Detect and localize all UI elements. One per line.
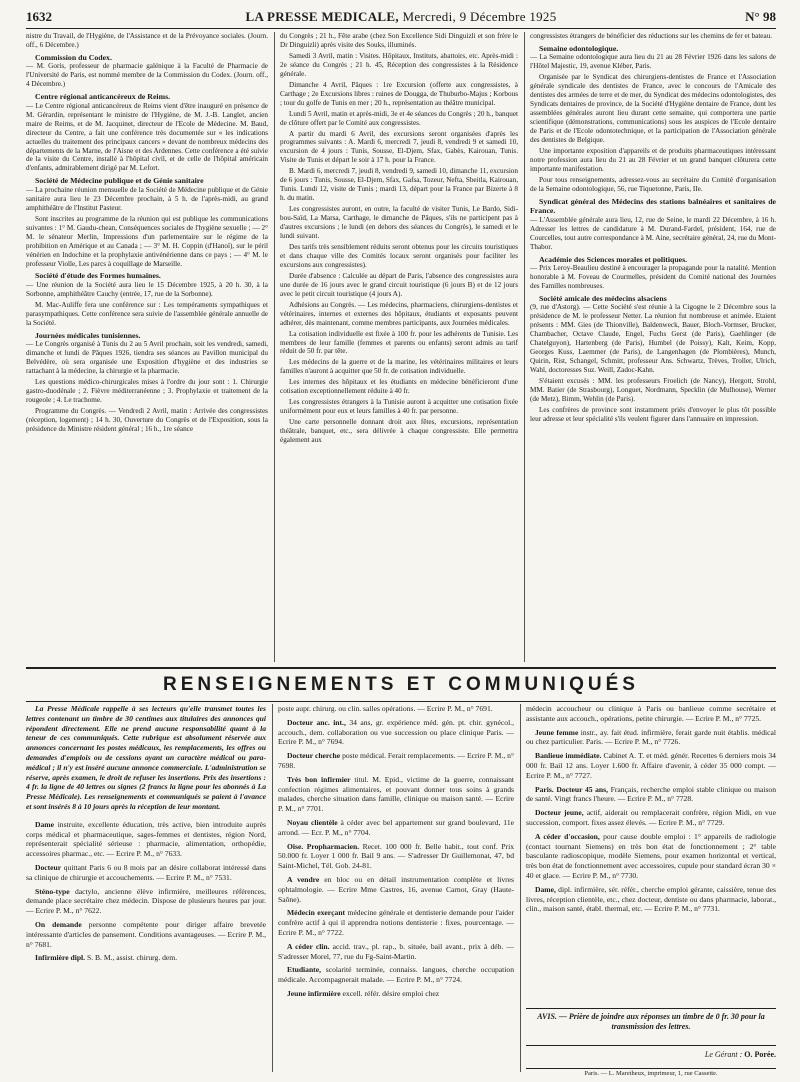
article-paragraph: Organisée par le Syndicat des chirurgiens-dentistes de France et l'Association générale syndicale des dentistes de France, avec le concours de l'Amicale des dentistes des armées de terre et de mer, du Syndicat des médecins odontologistes, des Syndicats dentaires de province, de la Société d'Hygiène dentaire de France, dont les assemblées générales auront lieu durant cette semaine, qui comportera une partie scientifique (démonstrations, communications) sous les auspices de l'Ecole dentaire de Paris et de l'Ecole odontotechnique, et la participation de l'Association générale des dentistes de Belgique. — [530, 73, 776, 145]
article-paragraph: — Le Congrès organisé à Tunis du 2 au 5 Avril prochain, soit les vendredi, samedi, dimanche et lundi de Pâques 1926, tiendra ses séances au Pavillon municipal du Belvédère, où sera organisée une Exposition d'hygiène et des industries se rattachant à la médecine, la chirurgie et la pharmacie. — [26, 340, 268, 376]
classified-ad-text: instr., ay. fait étud. infirmière, ferait garde nuit établis. médical ou chez particulier. Paris. — Ecrire P. M., n° 7726. — [526, 727, 776, 747]
article-paragraph: — La Semaine odontologique aura lieu du 21 au 28 Février 1926 dans les salons de l'Hôtel Majestic, 19, avenue Kléber, Paris. — [530, 53, 776, 71]
page-number: 1632 — [26, 9, 52, 24]
printer-line: Paris. — L. Maretheux, imprimeur, 1, rue Cassette. — [526, 1068, 776, 1077]
classified-ad-lead: Dame, — [535, 884, 556, 894]
classified-ad — [278, 942, 514, 962]
classified-ad-lead: Noyau clientèle — [287, 817, 338, 827]
classified-ad-text: accid. trav., pl. rap., b. située, bail avant., prix à déb. — S'adresser Morel, 77, rue du Fg-Saint-Martin. — [278, 941, 514, 961]
article-paragraph: — L'Assemblée générale aura lieu, 12, rue de Seine, le mardi 22 Décembre, à 16 h. Adresser les lettres de candidature à M. Durand-Fardel, président, 164, rue de Courcelles, tout autre correspondance à M. Aine, secrétaire général, 24, rue du Mont-Thabor. — [530, 215, 776, 251]
gerant-label: Le Gérant : — [704, 1050, 743, 1059]
classified-ad — [278, 842, 514, 871]
column-rule — [524, 32, 525, 662]
article-paragraph: — Prix Leroy-Beaulieu destiné à encourager la propagande pour la natalité. Mention honorable à M. Foveau de Courmelles, président du Comité national des Journées des Familles nombreuses. — [530, 264, 776, 290]
classified-ad-lead: Oise. Propharmacien. — [287, 841, 360, 851]
article-paragraph: A partir du mardi 6 Avril, des excursions seront organisées d'après les programmes suivants : A. Mardi 6, mercredi 7, jeudi 8, vendredi 9 et samedi 10, excursion de 4 jours : Tunis, Sousse, El-Djem, Sfax, Gabès, Kairouan, Tunis. Visite de Tunis et départ le soir à 17 h. pour la France. — [280, 129, 518, 165]
classified-ad — [526, 704, 776, 724]
news-column-1 — [26, 32, 268, 664]
issue-number: N° 98 — [745, 9, 776, 24]
classified-ad — [278, 704, 514, 714]
article-paragraph: Durée d'absence : Calculée au départ de Paris, l'absence des congressistes aura une durée de 16 jours avec le grand circuit touristique (6 jours B) et de 12 jours avec le petit circuit touristique (4 jours A). — [280, 271, 518, 298]
classified-ad — [278, 718, 514, 747]
issue-date: Mercredi, 9 Décembre 1925 — [402, 9, 557, 24]
classified-ad-text: à céder avec bel appartement sur grand boulevard, 11e arrond. — Ecr. P. M., n° 7704. — [278, 817, 514, 837]
classified-ad-lead: Docteur cherche — [287, 751, 341, 761]
article-paragraph: M. Mac-Auliffe fera une conférence sur : Les tempéraments sympathiques et parasympathiques. Cette conférence sera suivie de l'assemblée générale annuelle de la Société. — [26, 300, 268, 327]
article-paragraph: Des tarifs très sensiblement réduits seront obtenus pour les circuits touristiques et dans chaque ville des Comités locaux seront organisés pour faciliter les excursions aux congressistes). — [280, 242, 518, 269]
classified-ad-text: dipl. infirmière, sér. référ., cherche emploi gérante, caissière, tenue des livres, réception clientèle, etc., chez docteur, dentiste ou dans pharmacie, laborat., clin., maison santé, établ. thermal, etc. — Ecrire P. M., n° 7731. — [526, 884, 776, 914]
gerant-name: O. Porée. — [744, 1050, 776, 1059]
article-paragraph: Pour tous renseignements, adressez-vous au secrétaire du Comité d'organisation de la Semaine odontologique, 56, rue Tiquetonne, Paris, IIe. — [530, 175, 776, 193]
article-heading: Société amicale des médecins alsaciens — [539, 293, 667, 303]
article-paragraph: Une importante exposition d'appareils et de produits pharmaceutiques intéressant notre profession aura lieu du 21 au 28 Février et un grand banquet clôturera cette importante manifestation. — [530, 146, 776, 173]
article-heading: Journées médicales tunisiennes. — [35, 330, 141, 340]
article-paragraph: — Le Centre régional anticancéreux de Reims vient d'être inauguré en présence de M. Gérardin, représentant le ministre de l'Hygiène, de M. J.-B. Langlet, ancien maire de Reims, et de M. Jacquinet, directeur de l'Ecole de Médecine. M. Baud, directeur du Centre, a fait une conférence très documentée sur « les indications actuelles du traitement des principaux cancers » devant de nombreux médecins des départements de la Marne, de l'Aisne et des Ardennes. Cette conférence a été suivie de la visite du Centre, installé à l'hôpital civil, et de celle de l'hôpital américain d'enfants, admirablement dirigé par M. Lefort. — [26, 101, 268, 173]
classified-ad — [278, 908, 514, 937]
classified-ad-text: Français, recherche emploi stable clinique ou maison de santé. Vingt francs l'heure. — Ecrire P. M., n° 7728. — [526, 784, 776, 804]
classified-ad — [278, 818, 514, 838]
classified-ad-text: quittant Paris 6 ou 8 mois par an désire collaborat intéressé dans sa clinique de chirurgie et accouchements. — Ecrire P. M., n° 7531. — [26, 862, 266, 882]
classified-ad-lead: Dame — [35, 819, 54, 829]
classified-ad-text: S. B. M., assist. chirurg. dem. — [86, 953, 178, 963]
classified-ad — [278, 751, 514, 771]
classified-ad — [26, 953, 266, 963]
classified-ad — [526, 728, 776, 748]
classified-ad — [278, 875, 514, 904]
journal-name: LA PRESSE MEDICALE, — [245, 9, 399, 24]
classified-ad-text: actif, aiderait ou remplacerait confrère, région Midi, en vue succession, comport. fixes assez élevés. — Ecrire P. M., n° 7729. — [526, 808, 776, 827]
classified-ad — [26, 863, 266, 883]
news-column-3 — [530, 32, 776, 664]
journal-title — [26, 9, 776, 25]
gerant-line — [526, 1050, 776, 1059]
article-paragraph: — La prochaine réunion mensuelle de la Société de Médecine publique et de Génie sanitaire aura lieu le 23 Décembre prochain, à 5 h. de l'après-midi, au grand amphithéâtre de l'Institut Pasteur. — [26, 185, 268, 212]
article-paragraph: B. Mardi 6, mercredi 7, jeudi 8, vendredi 9, samedi 10, dimanche 11, excursion de 6 jours : Tunis, Sousse, El-Djem, Sfax, Gafsa, Tozeur, Nefta, Sbeitla, Kairouan, Tunis. Lundi 12, visite de Tunis ; mardi 13, départ pour la France par Bizerte à 8 h. du matin. — [280, 167, 518, 203]
classified-ad-text: titul. M. Epid., victime de la guerre, connaissant confection régimes alimentaires, et pouvant donner tous soins à grands malades, cherche situation dans famille, clinique ou maison santé. — Ecrire P. M., n° 7701. — [278, 774, 514, 814]
article-paragraph: S'étaient excusés : MM. les professeurs Froelich (de Nancy), Hergott, Strohl, MM. Batier (de Strasbourg), Longuet, Nordmann, Specklin (de Mulhouse), Werner (de Metz), Bimm, Wehlin (de Paris). — [530, 377, 776, 403]
article-paragraph: La cotisation individuelle est fixée à 100 fr. pour les adhérents de Tunisie. Les membres de leur famille (femmes et parents ou enfants) seront admis au tarif réduit de 50 fr. par tête. — [280, 329, 518, 356]
column-rule — [520, 704, 521, 1072]
classified-ad — [526, 785, 776, 805]
classified-ad-text: instruite, excellente éducation, très active, bien introduite auprès corps médical et pharmaceutique, sages-femmes et dentistes, région Nord, représenterait spécialité sérieuse : pharmacie, alimentation, orthopédie, accessoires pharmac., etc. — Ecrire P. M., n° 7633. — [26, 819, 266, 859]
classified-ad — [526, 832, 776, 881]
classified-ad-lead: Etudiante, — [287, 965, 321, 975]
article-paragraph: Programme du Congrès. — Vendredi 2 Avril, matin : Arrivée des congressistes (réception, logement) ; 14 h. 30, Ouverture du Congrès et de l'Exposition, sous la présidence du Ministre résident général ; 16 h., 1re séance — [26, 406, 268, 433]
article-paragraph: Adhésions au Congrès. — Les médecins, pharmaciens, chirurgiens-dentistes et vétérinaires, internes et externes des hôpitaux, étudiants et exposants peuvent adhérer, dès maintenant, comme membres participants, aux Journées médicales. — [280, 300, 518, 327]
article-paragraph: Une carte personnelle donnant droit aux fêtes, excursions, représentation théâtrale, banquet, etc., sera délivrée à chaque congressiste. Elle permettra également aux — [280, 418, 518, 445]
page-header — [26, 6, 776, 29]
article-heading: Semaine odontologique. — [539, 43, 619, 53]
article-paragraph: Les internes des hôpitaux et les étudiants en médecine bénéficieront d'une cotisation exceptionnellement réduite à 40 fr. — [280, 378, 518, 396]
classified-ad — [278, 989, 514, 999]
news-column-2 — [280, 32, 518, 664]
classified-ad — [278, 965, 514, 985]
classified-ad-lead: A vendre — [287, 874, 320, 884]
classified-ad-lead: Très bon infirmier — [287, 774, 351, 784]
classified-ad-text: 34 ans, gr. expérience méd. gén. pt. chir. gynécol., accouch., dem. collaboration ou vue succession ou place clinique Paris. — Ecrire P. M., n° 7694. — [278, 717, 514, 747]
classified-ad-lead: A céder d'occasion, — [535, 831, 600, 841]
classified-ad-lead: Docteur — [35, 862, 62, 872]
classified-ad-lead: Médecin exerçant — [287, 908, 346, 918]
article-paragraph: Lundi 5 Avril, matin et après-midi, 3e et 4e séances du Congrès ; 20 h., banquet de clôture offert par le Comité aux congressistes. — [280, 109, 518, 127]
classified-ad-lead: A céder clin. — [287, 941, 330, 951]
classified-ad-text: Cabinet A. T. et méd. génér. Recettes 6 derniers mois 34 000 fr. Bail 12 ans. Loyer 1.600 fr. Affaire d'avenir, à céder 35 000 compt. — Ecrire P. M., n° 7727. — [526, 751, 776, 780]
article-heading: Commission du Codex. — [35, 52, 112, 62]
classified-ad-text: excell. référ. désire emploi chez — [342, 988, 440, 998]
article-paragraph: (9, rue d'Astorg). — Cette Société s'est réunie à la Cigogne le 2 Décembre sous la présidence de M. le professeur Netter. La réunion fut nombreuse et animée. Etaient présents : MM. Gies (de Thionville), Baldenweck, Bauer, Bloch-Vormser, Brucker, Chambacher, Octave Claude, Engel, Fuchs Gerst (de Paris), Gaehlinger (de Chatelguyon), Hartenberg (de Paris), Humbel (de Poissy), Kalt, Keim, Kopp, Georges Kuss, Laemmer (de Paris), de Langenhagen (de Plombières), Munch, Quirin, Rist, Schangel, Schmitt, professeur Ans. Schwartz, Trèves, Troller, Ulrich, Wahl, doctoresses Suz. Weill, Zadoc-Kahn. — [530, 303, 776, 375]
ads-column-3 — [526, 704, 776, 1004]
classified-ad-lead: Jeune infirmière — [287, 988, 341, 998]
article-paragraph: Les questions médico-chirurgicales mises à l'ordre du jour sont : 1. Chirurgie gastro-duodénale ; 2. Fièvre méditerranéenne ; 3. Prophylaxie et traitement de la rougeole ; 4. Le trachome. — [26, 378, 268, 404]
classified-ad-lead: Banlieue immédiate. — [535, 751, 602, 761]
article-paragraph: Les médecins de la guerre et de la marine, les vétérinaires militaires et leurs familles n'auront à acquitter que 50 fr. de cotisation individuelle. — [280, 358, 518, 376]
article-paragraph: Samedi 3 Avril, matin : Visites. Hôpitaux, Instituts, abattoirs, etc. Après-midi : 2e séance du Congrès ; 21 h. 45, Réception des congressistes à la Résidence générale. — [280, 51, 518, 78]
classified-ad-lead: Jeune femme — [535, 727, 579, 737]
classified-ad — [26, 820, 266, 859]
avis-notice: AVIS. — Prière de joindre aux réponses un timbre de 0 fr. 30 pour la transmission des lettres. — [526, 1008, 776, 1046]
article-paragraph: Les congressistes auront, en outre, la faculté de visiter Tunis, Le Bardo, Sidi-bou-Saïd, La Marsa, Carthage, le dimanche de Pâques, s'ils ne participent pas à d'autres excursions ; le lundi (en dehors des séances du Congrès), le samedi et le lundi suivant. — [280, 205, 518, 241]
article-paragraph: Les confrères de province sont instamment priés d'envoyer le plus tôt possible leur adresse et leur spécialité s'ils veulent figurer dans l'annuaire en impression. — [530, 405, 776, 423]
classified-ad-text: médecine générale et dentisterie demande pour l'aider confrère actif à qui il apprendra notions dentisterie : fixes, pourcentage. — Ecrire P. M., n° 7722. — [278, 908, 514, 937]
ads-column-1 — [26, 704, 266, 1074]
classified-ad — [26, 920, 266, 949]
classified-ad-text: médecin accoucheur ou clinique à Paris ou banlieue comme secrétaire et assistante aux accouch., opérations, petite chirurgie. — Ecrire P. M., n° 7725. — [526, 704, 776, 723]
classified-ad-text: poste médical. Ferait remplacements. — Ecrire P. M., n° 7698. — [278, 751, 514, 770]
classified-ad-text: Recet. 100 000 fr. Belle habit., tout conf. Prix 50.000 fr. Loyer 1 000 fr. Bail 9 ans. — S'adresser Dr Guillemonat, 47, bd Saint-Michel, Tél. Gob. 24-81. — [278, 841, 514, 871]
classified-ad-text: pour cause double emploi : 1° appareils de radiologie (contact tournant Siemens) en très bon état de fonctionnement ; 2° table basculante radioscopique, modèle Siemens, pour examen horizontal et vertical, très bon état de fonctionnement avec accessoires, cupule pour standard écran 30 × 40 et glace. — Ecrire P. M., n° 7730. — [526, 831, 776, 880]
ads-rules-notice: La Presse Médicale rappelle à ses lecteurs qu'elle transmet toutes les lettres contenant un timbre de 30 centimes aux titulaires des annonces qui répondent directement. Elle ne prend aucune responsabilité quant à la teneur de ces communiqués. Cette rubrique est absolument réservée aux annonces concernant les postes médicaux, les remplacements, les offres ou demandes d'emplois ou de cessions ayant un caractère médical ou para-médical ; il n'y est inséré aucune annonce commerciale. L'administration se réserve, après examen, le droit de refuser les insertions. Prix des insertions : 4 fr. la ligne de 40 lettres ou signes (2 francs la ligne pour les abonnés à La Presse Médicale). Les renseignements et communiqués se paient à l'avance et sont insérés 8 à 10 jours après la réception de leur montant. — [26, 704, 266, 811]
classified-ad-lead: Sténo-type — [35, 886, 70, 896]
column-rule — [274, 32, 275, 662]
article-heading: Société d'étude des Formes humaines. — [35, 271, 161, 281]
article-heading: Syndicat général des Médecins des stations balnéaires et sanitaires de France. — [530, 196, 776, 216]
article-heading: Société de Médecine publique et de Génie sanitaire — [35, 176, 204, 186]
article-paragraph: — M. Goris, professeur de pharmacie galénique à la Faculté de Pharmacie de l'Université de Paris, est nommé membre de la Commission du Codex. (Journ. off., 4 Décembre.) — [26, 62, 268, 89]
classified-ad — [526, 885, 776, 914]
article-heading: Académie des Sciences morales et politiques. — [539, 254, 688, 264]
classified-ad — [526, 808, 776, 828]
classified-ad-text: scolarité terminée, connaiss. langues, cherche occupation médicale. Accompagnerait malade. — Ecrire P. M., n° 7724. — [278, 965, 514, 985]
classified-ad-lead: On demande — [35, 919, 82, 929]
article-paragraph: Sont inscrites au programme de la réunion qui est publique les communications suivantes : 1° M. Gaudu-chean, Conséquences sociales de l'hygiène sexuelle ; — 2° M. le sénateur Merlin, Impressions d'un parlementaire sur le régime de la prohibition en Amérique et au Canada ; — 3° M. H. Coppin (d'Hanoï), sur le péril vénérien en Indochine et la prophylaxie antivénérienne dans ce pays ; — 4° M. le professeur Violle, Les parcs à coquillage de Marseille. — [26, 214, 268, 268]
column-rule — [272, 704, 273, 1072]
classified-ad-text: dactylo, ancienne élève infirmière, meilleures références, demande place secrétaire chez médecin. Dispose de plusieurs heures par jour. — Ecrire P. M., n° 7622. — [26, 886, 266, 916]
classified-ad-lead: Docteur jeune, — [535, 808, 584, 818]
article-paragraph: congressistes étrangers de bénéficier des réductions sur les chemins de fer et bateau. — [530, 32, 773, 40]
classified-ad-text: poste aupr. chirurg. ou clin. salles opérations. — Ecrire P. M., n° 7691. — [278, 704, 493, 713]
classified-ad-lead: Infirmière dipl. — [35, 953, 86, 963]
classified-ad — [278, 775, 514, 814]
classified-ad-text: en bloc ou en détail instrumentation complète et livres ophtalmologie. — Ecrire Mme Castres, 16, avenue Carnot, Gray (Haute-Saône). — [278, 874, 514, 904]
article-heading: Centre régional anticancéreux de Reims. — [35, 92, 171, 102]
section-band — [26, 667, 776, 702]
classified-ad — [526, 751, 776, 780]
section-title: RENSEIGNEMENTS ET COMMUNIQUÉS — [163, 674, 639, 695]
classified-ad-lead: Paris. Docteur 45 ans, — [535, 784, 608, 794]
classified-ad-text: personne compétente pour diriger affaire brevetée intéressante d'articles de pansement. Conditions avantageuses. — Ecrire P. M., n° 7681. — [26, 919, 266, 949]
article-paragraph: du Congrès ; 21 h., Fête arabe (chez Son Excellence Sidi Dinguizli et son frère le Dr Dinguizli) après visite des Souks, illuminés. — [280, 32, 518, 49]
article-paragraph: nistre du Travail, de l'Hygiène, de l'Assistance et de la Prévoyance sociales. (Journ. off., 6 Décembre.) — [26, 32, 268, 49]
article-paragraph: Les congressistes étrangers à la Tunisie auront à acquitter une cotisation fixée uniformément pour eux et leurs familles à 40 fr. par personne. — [280, 398, 518, 416]
classified-ad — [26, 887, 266, 916]
article-paragraph: — Une réunion de la Société aura lieu le 15 Décembre 1925, à 20 h. 30, à la Sorbonne, amphithéâtre Cauchy (entrée, 17, rue de la Sorbonne). — [26, 280, 268, 298]
article-paragraph: Dimanche 4 Avril, Pâques : 1re Excursion (offerte aux congressistes, à Carthage ; 2e Excursions libres : ruines de Dougga, de Thuburbo-Majus ; Korbous ; tour du golfe de Tunis en mer ; 20 h., représentation au théâtre municipal. — [280, 80, 518, 107]
ads-column-2 — [278, 704, 514, 1074]
classified-ad-lead: Docteur anc. int., — [287, 717, 346, 727]
